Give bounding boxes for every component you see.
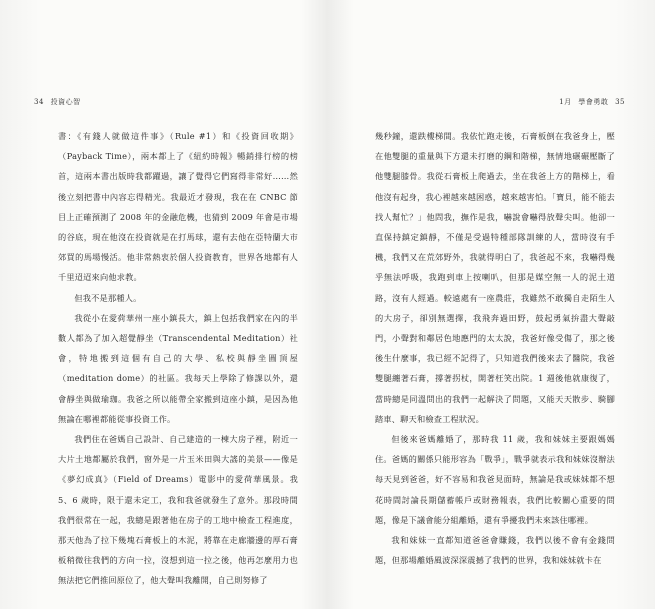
right-page [328,0,655,609]
left-running-title: 投資心智 [50,98,81,106]
paragraph: 我們住在爸媽自己設計、自己建造的一棟大房子裡，附近一大片土地都屬於我們，窗外是一片玉米田與大謠的美景——像是《夢幻成真》（Field of Dreams）電影中的愛荷華風景。我 5、6 歲時，限于還未定工，我和我爸就發生了意外。那段時間我們很常在一起，我總是跟著他在房子的工地中檢查工程進度，那天他為了拉下幾塊石膏板上的木泥，將靠在走廊牆邊的厚石膏板稍微往我們的方向一拉，沒想到這一拉之後，他再怎麼用力也無法把它們推回原位了，他大聲叫我離開，自己則努修了 [58,434,298,586]
chapter-label: 1月 [559,98,572,106]
paragraph: 書：《有錢人就做這件事》（Rule #1）和《投資回收期》（Payback Time），兩本都上了《紐約時報》暢銷排行榜的榜首，這兩本書出版時我都躍過，讓了覺得它們寫得非常好……然後立刻把書中內容忘得精光。我最近才發現，我在在 CNBC 節目上正確預測了 2008 年的金融危機，也猜到 2009 年會是市場的谷底，現在他沒在投資就是在打馬球，還有去他在亞特蘭大市郊買的馬場慢活。他非常熱衷於個人投資教育，世界各地都有人千里迢迢來向他求教。 [58,131,298,283]
left-page [0,0,327,609]
left-page-number: 34 [34,98,44,106]
right-body-text [375,126,615,570]
right-running-title: 學會勇敢 [578,98,609,106]
paragraph: 但後來爸媽離婚了，那時我 11 歲，我和妹妹主要跟媽媽住。爸媽的關係只能形容為「戰爭」，戰爭就表示我和妹妹沒辦法每天見到爸爸，好不容易和我爸見面時，無論是我或妹妹都不想花時間討論長期儲蓄帳戶或財務報表，我們比較關心重要的問題，像是下議會能分組離婚，還有爭擾我們未來該住哪裡。 [375,434,615,525]
paragraph: 但我不是那種人。 [74,292,142,303]
paragraph: 幾秒鐘，還跌樓梯間。我依忙跑走後，石膏板倒在我爸身上，壓在他雙腿的重量與下方還未打磨的鋼和階梯，無情地碾碾壓斷了他雙腿膝骨。我從石膏板上爬過去，坐在我爸上方的階梯上，看他沒有起身，我心裡越來越困惑，越來越害怕。「寶貝，能不能去找人幫忙？」他問我，撫作是我，嚇說會嚇得放聲尖叫。他卻一直保持鎮定鎮靜，不僅是受過特種部隊訓練的人，當時沒有手機，我們又在荒郊野外，我就得明白了，我爸起不來，我嚇得幾乎無法呼吸，我跑到車上按喇叭，但那是媒空無一人的泥土道路，沒有人經過。較遠處有一座農莊，我雖然不敢獨自走陌生人的大房子，卻別無選擇，我飛奔過田野，鼓起勇氣拚盡大聲敲門，小聲對和鄰居色地應門的太太說，我爸好像受傷了，那之後後生什麼事，我已經不記得了，只知道我們後來去了醫院，我爸雙腿纏著石膏，撐著拐杖，開著枉笑出院。1 週後他就康復了，當時總是同溫問出的我們一起解決了問題，又能天天散步、騎腳踏車、聊天和檢查工程狀況。 [375,131,615,424]
right-running-head [557,97,627,107]
paragraph: 我從小在愛荷華州一座小鎮長大，鎮上包括我們家在內的半數人都為了加入超覺靜坐（Transcendental Meditation）社會，特地搬到這個有自己的大學、私校與靜坐圓頂屋（meditation dome）的社區。我每天上學除了修課以外，還會靜坐與做瑜珈。我爸之所以能帶全家搬到這座小鎮，是因為他無論在哪裡都能從事投資工作。 [58,312,298,424]
paragraph: 我和妹妹一直都知道爸爸會賺錢，我們以後不會有金錢問題，但那場離婚風波深深震撼了我們的世界，我和妹妹就卡在 [375,535,615,566]
left-running-head [32,97,83,107]
right-page-number: 35 [615,98,625,106]
left-body-text [58,126,298,591]
